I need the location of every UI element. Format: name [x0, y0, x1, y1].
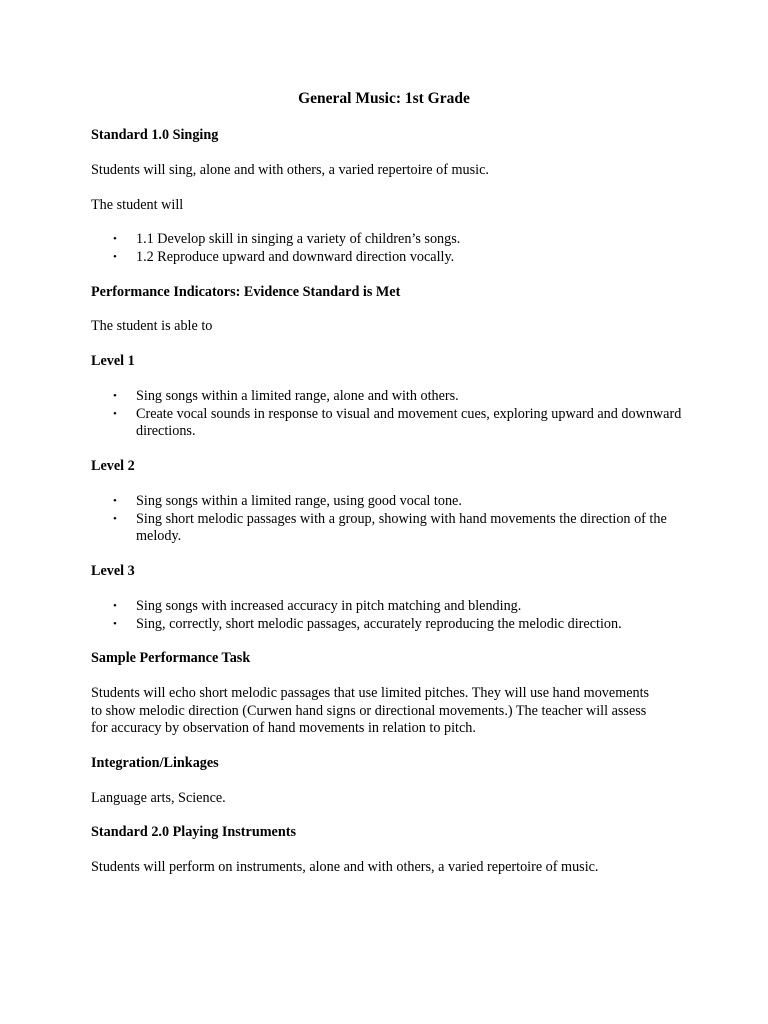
list-item: [91, 231, 691, 249]
bullet-icon: •: [113, 600, 117, 612]
list-item: [91, 598, 691, 616]
level-item-text: Create vocal sounds in response to visual and movement cues, exploring upward and downward directions.: [136, 405, 682, 439]
standard-1-statement: Students will sing, alone and with others, a varied repertoire of music.: [91, 162, 489, 178]
level-1-list: [91, 388, 691, 441]
list-item: [91, 388, 691, 406]
bullet-icon: •: [113, 250, 117, 263]
level-1-heading: Level 1: [91, 353, 135, 369]
performance-indicators-heading: Performance Indicators: Evidence Standard is Met: [91, 284, 401, 300]
sample-task-heading: Sample Performance Task: [91, 650, 251, 666]
objective-text: 1.1 Develop skill in singing a variety of children’s songs.: [136, 231, 461, 247]
level-3-heading: Level 3: [91, 563, 135, 579]
bullet-icon: •: [113, 495, 117, 507]
level-item-text: Sing songs within a limited range, using good vocal tone.: [136, 493, 462, 509]
bullet-icon: •: [113, 617, 117, 630]
list-item: [91, 406, 691, 441]
level-item-text: Sing songs within a limited range, alone and with others.: [136, 388, 459, 404]
integration-text: Language arts, Science.: [91, 790, 226, 806]
performance-indicators-lead-in: The student is able to: [91, 318, 213, 334]
objective-text: 1.2 Reproduce upward and downward direction vocally.: [136, 248, 455, 265]
bullet-icon: •: [113, 233, 117, 245]
list-item: [91, 493, 691, 511]
level-3-list: [91, 598, 691, 633]
level-2-list: [91, 493, 691, 546]
integration-heading: Integration/Linkages: [91, 755, 219, 771]
standard-2-heading: Standard 2.0 Playing Instruments: [91, 824, 296, 840]
list-item: [91, 249, 691, 267]
list-item: [91, 616, 691, 634]
standard-1-objectives-list: [91, 231, 691, 266]
level-item-text: Sing, correctly, short melodic passages, accurately reproducing the melodic direction.: [136, 615, 622, 632]
list-item: [91, 511, 691, 546]
level-item-text: Sing short melodic passages with a group, showing with hand movements the direction of the melody.: [136, 510, 667, 544]
level-item-text: Sing songs with increased accuracy in pitch matching and blending.: [136, 598, 522, 614]
sample-task-text: Students will echo short melodic passages that use limited pitches. They will use hand movements to show melodic direction (Curwen hand signs or directional movements.) The teacher will assess for accuracy by observation of hand movements in relation to pitch.: [91, 685, 650, 736]
standard-2-statement: Students will perform on instruments, alone and with others, a varied repertoire of music.: [91, 859, 599, 875]
bullet-icon: •: [113, 512, 117, 525]
standard-1-heading: Standard 1.0 Singing: [91, 127, 219, 143]
bullet-icon: •: [113, 390, 117, 402]
document-title: General Music: 1st Grade: [298, 90, 470, 107]
level-2-heading: Level 2: [91, 458, 135, 474]
standard-1-lead-in: The student will: [91, 197, 184, 213]
bullet-icon: •: [113, 407, 117, 420]
